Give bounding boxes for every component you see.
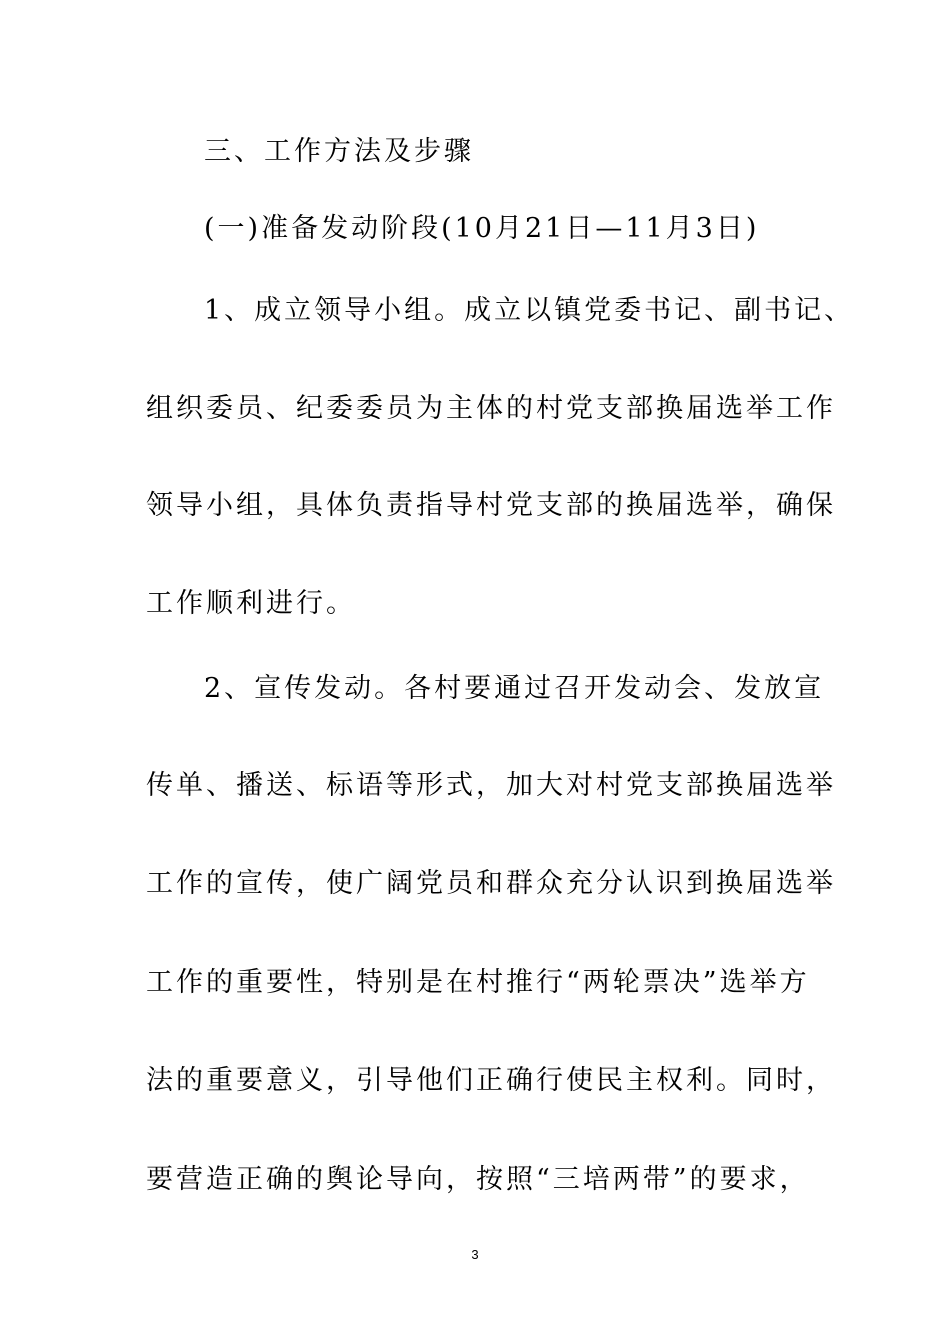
- paragraph-2-line-6: 要营造正确的舆论导向，按照“三培两带”的要求，: [146, 1164, 810, 1195]
- paragraph-1-line-1: 1、成立领导小组。成立以镇党委书记、副书记、: [204, 295, 855, 326]
- section-heading: 三、工作方法及步骤: [204, 136, 474, 167]
- paragraph-2-line-2: 传单、播送、标语等形式，加大对村党支部换届选举: [146, 770, 836, 801]
- subsection-heading: (一)准备发动阶段(10月21日—11月3日): [204, 213, 760, 244]
- paragraph-2-line-3: 工作的宣传，使广阔党员和群众充分认识到换届选举: [146, 868, 836, 899]
- paragraph-2-line-1: 2、宣传发动。各村要通过召开发动会、发放宣: [204, 673, 825, 704]
- page-number: 3: [471, 1247, 479, 1262]
- paragraph-2-line-5: 法的重要意义，引导他们正确行使民主权利。同时，: [146, 1065, 836, 1096]
- paragraph-2-line-4: 工作的重要性，特别是在村推行“两轮票决”选举方: [146, 967, 810, 998]
- paragraph-1-line-3: 领导小组，具体负责指导村党支部的换届选举，确保: [146, 490, 836, 521]
- paragraph-1-line-4: 工作顺利进行。: [146, 588, 356, 619]
- paragraph-1-line-2: 组织委员、纪委委员为主体的村党支部换届选举工作: [146, 393, 836, 424]
